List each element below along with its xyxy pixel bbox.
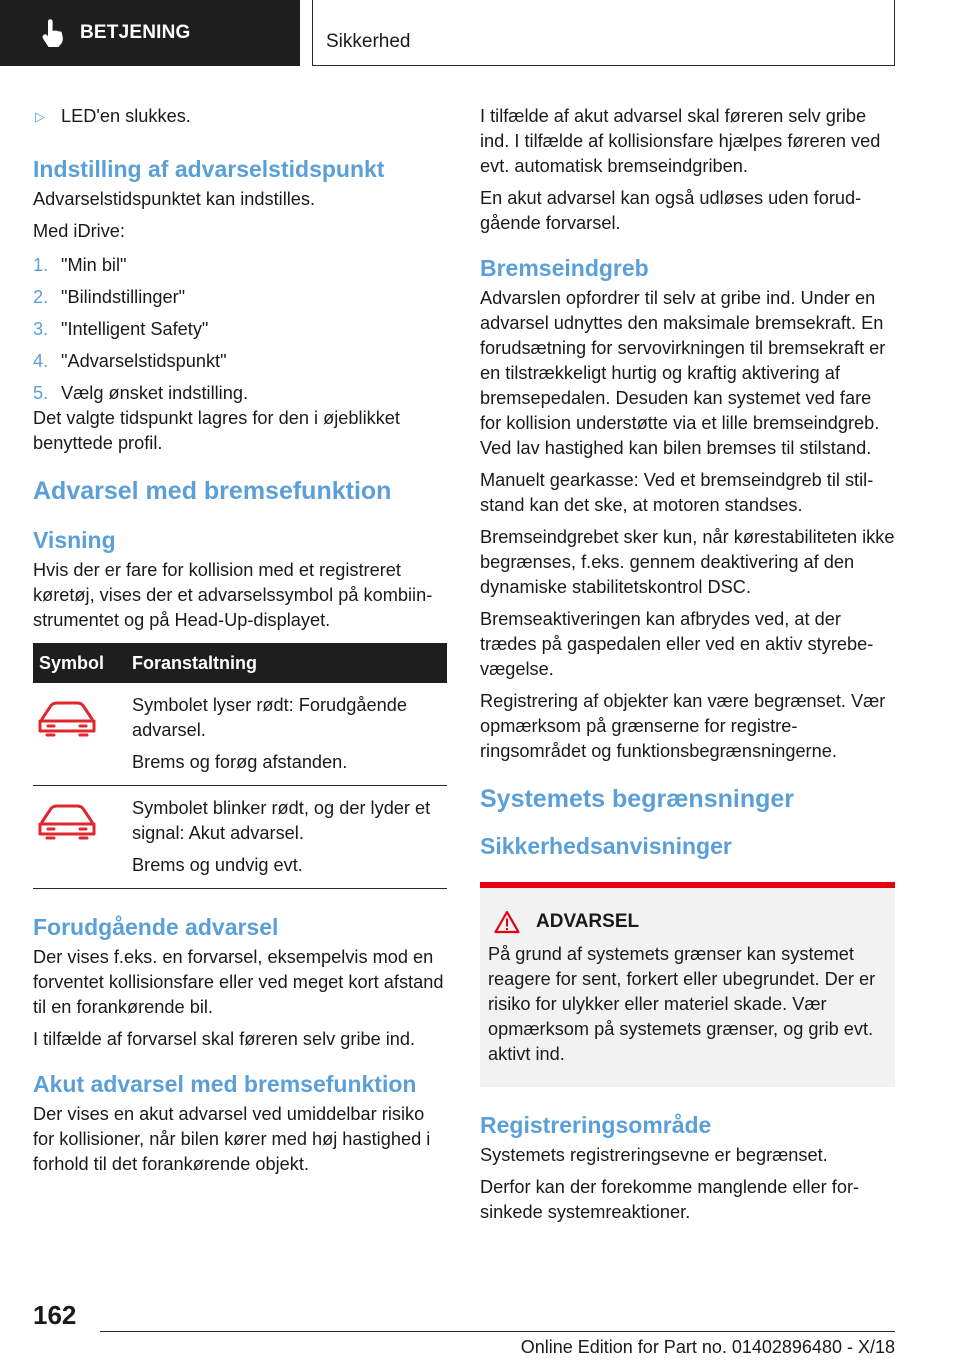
car-warning-icon — [37, 699, 97, 737]
paragraph: I tilfælde af akut advarsel skal føreren selv gribe ind. I tilfælde af kollisionsfare hjælpes føreren ved evt. automatisk bremseindgriben. — [480, 106, 881, 176]
page-number: 162 — [33, 1300, 77, 1330]
list-item: 4. "Advarselstidspunkt" — [33, 351, 227, 371]
paragraph: Systemets registreringsevne er begrænset. — [480, 1145, 828, 1165]
paragraph: Manuelt gearkasse: Ved et bremseindgreb til stilstand kan det ske, at motoren standses. — [480, 470, 874, 515]
paragraph: Det valgte tidspunkt lagres for den i øjeblikket benyttede profil. — [33, 408, 400, 453]
table-row — [33, 683, 447, 786]
triangle-bullet-icon: ▷ — [35, 109, 45, 124]
table-row — [33, 786, 447, 889]
paragraph: En akut advarsel kan også udløses uden forudgående forvarsel. — [480, 188, 862, 233]
heading-system-limits: Systemets begrænsninger — [480, 785, 794, 813]
step-list — [33, 253, 447, 406]
heading-warning-time: Indstilling af advarselstidspunkt — [33, 156, 385, 182]
paragraph: Med iDrive: — [33, 221, 125, 241]
heading-detection-range: Registreringsområde — [480, 1112, 712, 1138]
section-tab — [0, 0, 300, 66]
paragraph: I tilfælde af forvarsel skal føreren selv gribe ind. — [33, 1029, 416, 1049]
edition-note: Online Edition for Part no. 01402896480 - X/18 — [520, 1337, 895, 1357]
table-cell: Symbolet lyser rødt: Forudgående advarsel. — [132, 695, 407, 740]
chapter-title: Sikkerhed — [326, 31, 411, 52]
result-item — [33, 104, 447, 129]
paragraph: Bremseaktiveringen kan afbrydes ved, at der trædes på gaspedalen eller ved en aktiv styrebevægelse. — [480, 609, 874, 679]
heading-acute-warning: Akut advarsel med bremsefunktion — [33, 1071, 417, 1097]
list-item: 2. "Bilindstillinger" — [33, 287, 186, 307]
warning-text: På grund af systemets grænser kan systemet reagere for sent, forkert eller ubegrundet. Der er risiko for ulykker eller materiel skade. Vær opmærksom på systemets grænser, og grib evt. aktivt ind. — [488, 944, 876, 1064]
warning-label: ADVARSEL — [536, 911, 640, 932]
list-item: 1. "Min bil" — [33, 255, 127, 275]
left-column — [33, 104, 447, 1184]
paragraph: Der vises f.eks. en forvarsel, eksempelvis mod en forventet kollisionsfare eller ved meget kort afstand til en forankørende bil. — [33, 947, 444, 1017]
heading-brake-intervention: Bremseindgreb — [480, 255, 649, 281]
table-cell: Brems og undvig evt. — [132, 855, 303, 875]
table-header-action: Foranstaltning — [126, 643, 447, 683]
table-header-symbol: Symbol — [33, 643, 126, 683]
chapter-tab — [312, 0, 895, 66]
list-item: 5. Vælg ønsket indstilling. — [33, 383, 249, 403]
right-column — [480, 104, 895, 1232]
paragraph: Derfor kan der forekomme manglende eller forsinkede systemreaktioner. — [480, 1177, 860, 1222]
paragraph: Registrering af objekter kan være begrænset. Vær opmærksom på grænserne for registreringsområdet og funktionsbegrænsningerne. — [480, 691, 886, 761]
paragraph: Der vises en akut advarsel ved umiddelbar risiko for kollisioner, når bilen kører med høj hastighed i forhold til det forankørende objekt. — [33, 1104, 431, 1174]
heading-pre-warning: Forudgående advarsel — [33, 914, 279, 940]
warning-triangle-icon — [494, 910, 520, 934]
result-text: LED'en slukkes. — [61, 106, 191, 126]
heading-display: Visning — [33, 527, 116, 553]
paragraph: Bremseindgrebet sker kun, når kørestabiliteten ikke begrænses, f.eks. gennem deaktivering af den dynamiske stabilitetskontrol DSC. — [480, 527, 895, 597]
paragraph: Advarselstidspunktet kan indstilles. — [33, 189, 316, 209]
paragraph: Hvis der er fare for kollision med et registreret køretøj, vises der et advarselssymbol på kombiinstrumentet og på Head-Up-displayet. — [33, 560, 433, 630]
footer-divider — [100, 1331, 895, 1332]
heading-safety: Sikkerhedsanvisninger — [480, 833, 732, 859]
hand-pointer-icon — [40, 18, 66, 48]
table-cell: Symbolet blinker rødt, og der lyder et signal: Akut advarsel. — [132, 798, 431, 843]
section-name: BETJENING — [80, 22, 191, 43]
car-warning-icon — [37, 802, 97, 840]
list-item: 3. "Intelligent Safety" — [33, 319, 209, 339]
symbol-table — [33, 643, 447, 889]
heading-brake-warning: Advarsel med bremsefunktion — [33, 477, 392, 505]
paragraph: Advarslen opfordrer til selv at gribe ind. Under en advarsel udnyttes den maksimale bremsekraft. En forudsætning for servovirkningen til bremsekraft er en tilstrækkeligt hurtig og kraftig aktivering af bremsepedalen. Desuden kan systemet ved fare for kollision understøtte via et lille bremseindgreb. Ved lav hastighed kan bilen bremses til stilstand. — [480, 288, 886, 458]
table-cell: Brems og forøg afstanden. — [132, 752, 348, 772]
page-header — [0, 0, 960, 66]
warning-box — [480, 882, 895, 1087]
